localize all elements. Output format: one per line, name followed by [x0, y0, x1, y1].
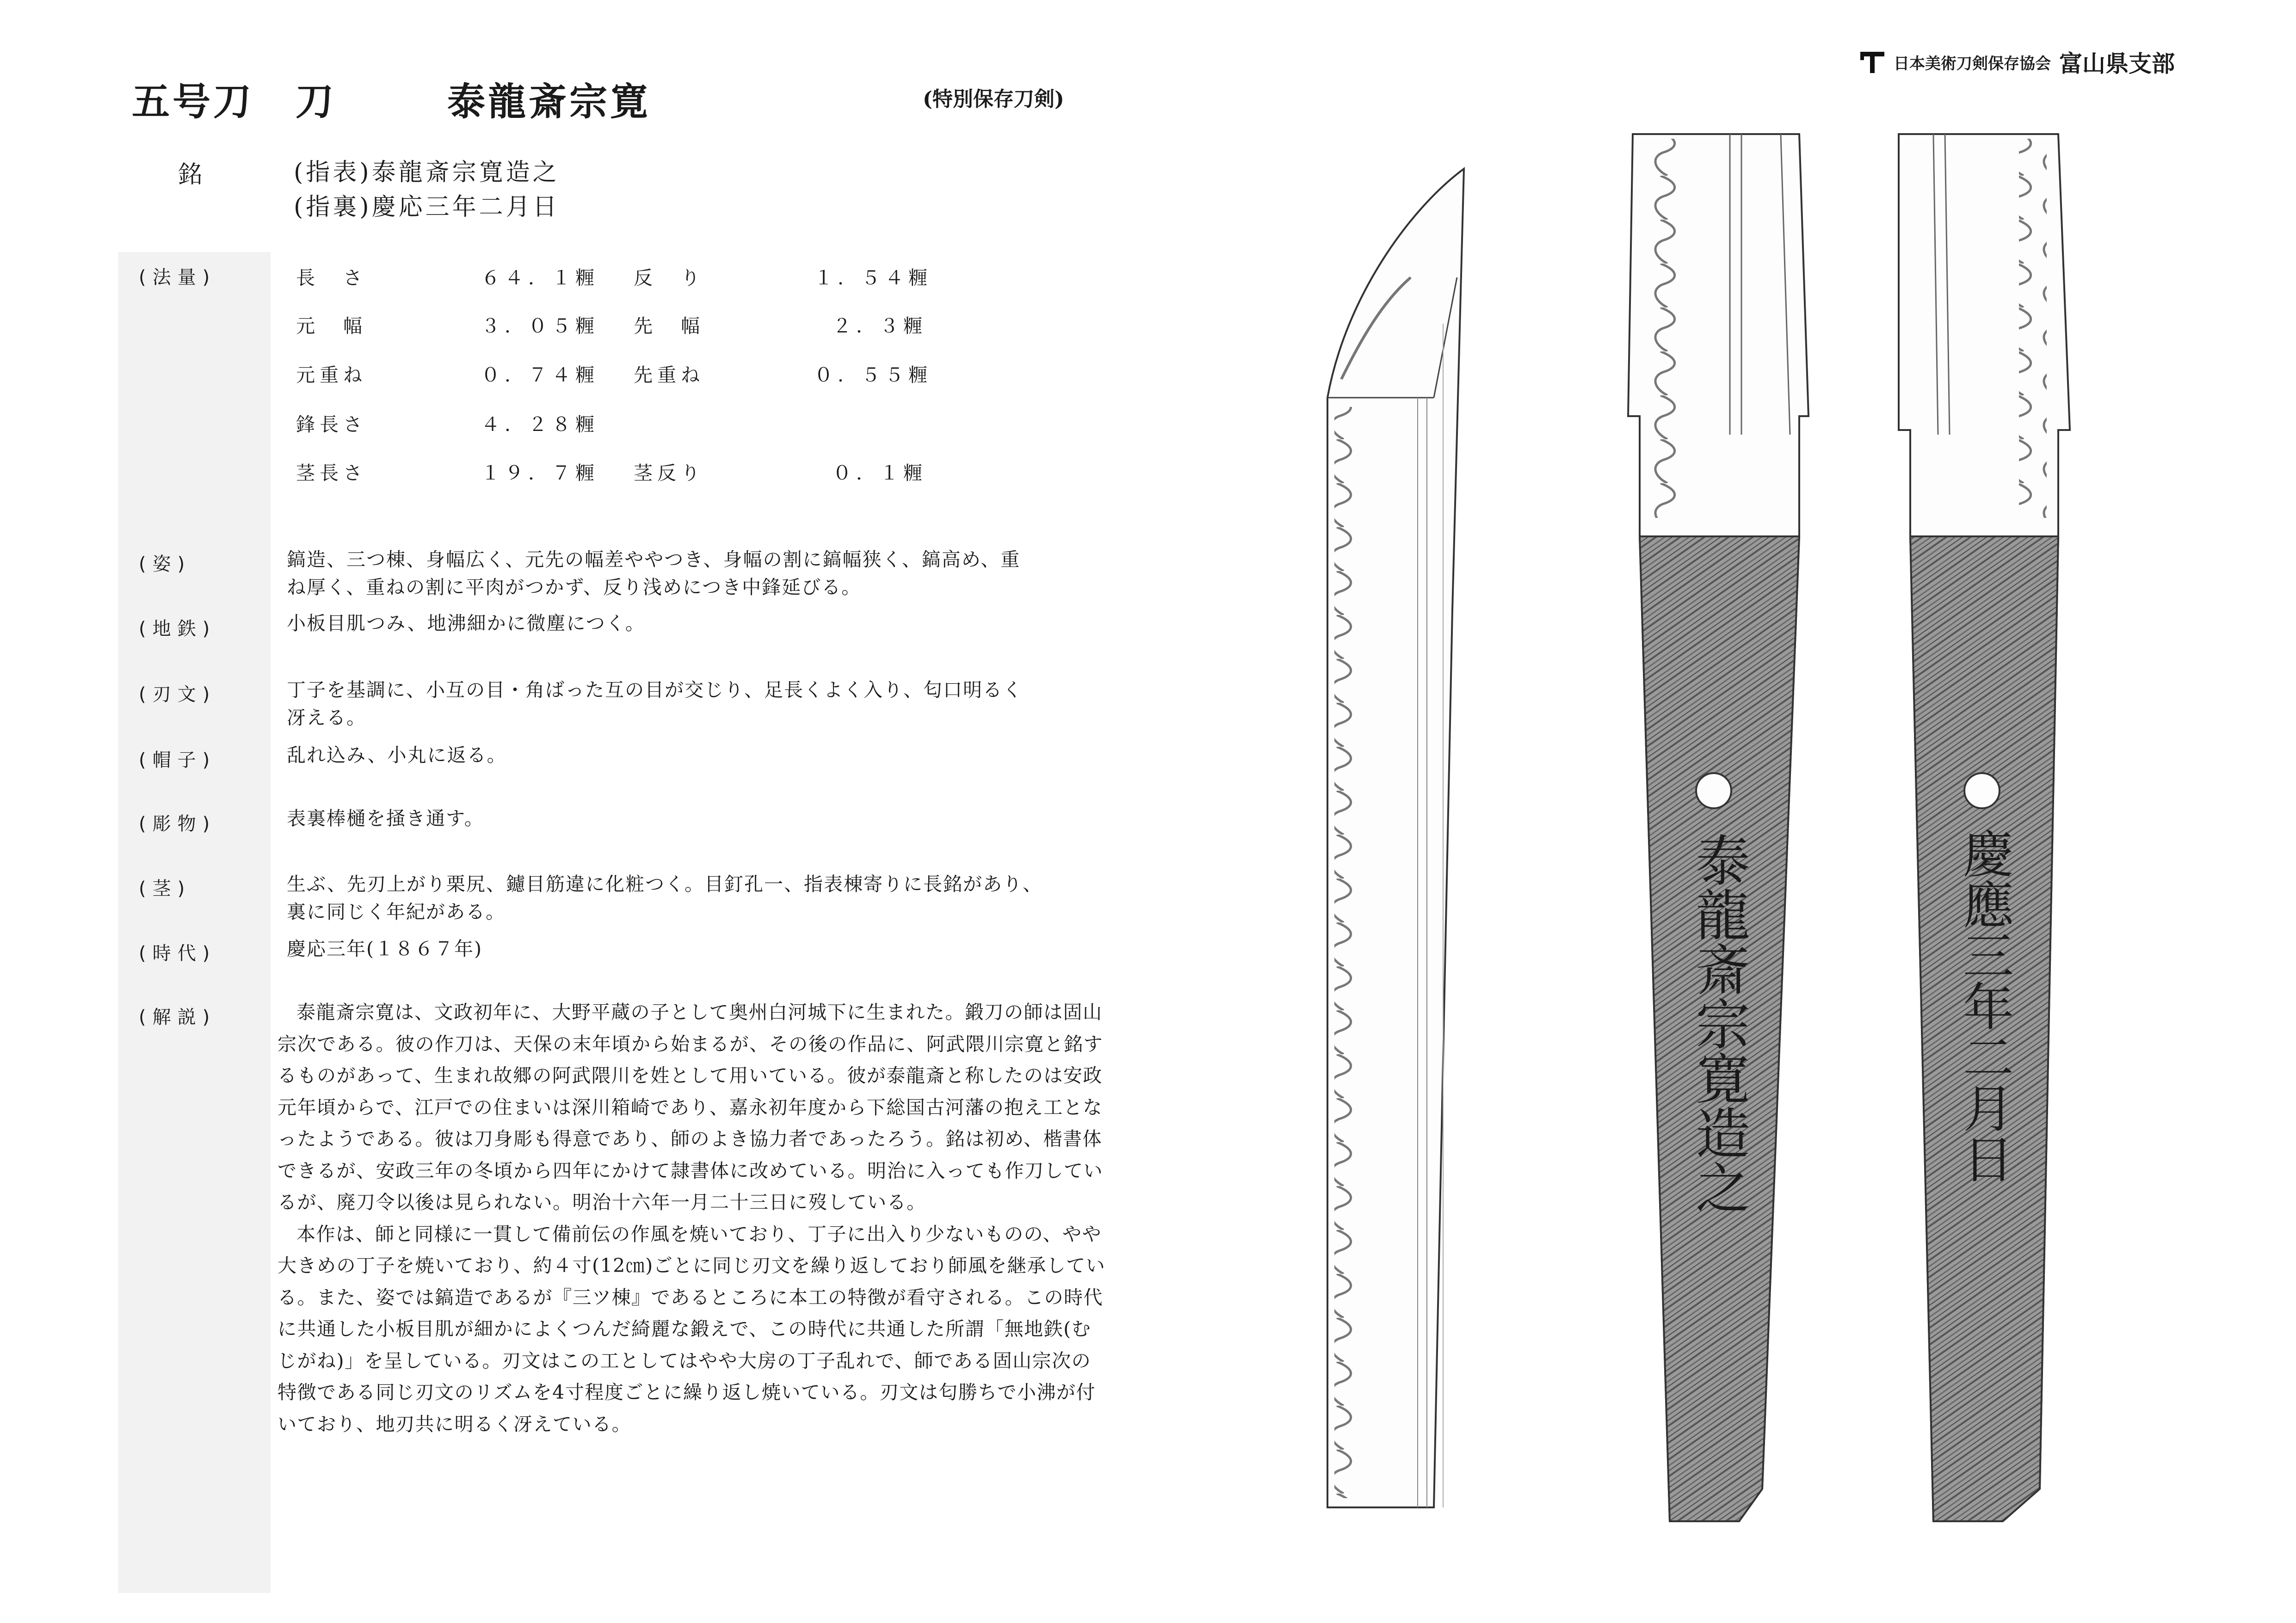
measure-key: 先重ね [634, 364, 704, 386]
text-line: 冴える。 [287, 707, 366, 729]
kaisetsu-paragraph: 本作は、師と同様に一貫して備前伝の作風を焼いており、丁子に出入り少ないものの、やや大きめの丁子を焼いており、約４寸(12㎝)ごとに同じ刃文を繰り返しており師風を継承している。また、姿では鎬造であるが『三ツ棟』であるところに本工の特徴が看守される。この時代に共通した小板目肌が細かによくつんだ綺麗な鍛えで、この時代に共通した所謂「無地鉄(むじがね)」を呈している。刃文はこの工としてはやや大房の丁子乱れで、師である固山宗次の特徴である同じ刃文のリズムを4寸程度ごとに繰り返し焼いている。刃文は匂勝ちで小沸が付いており、地刃共に明るく冴えている。 [278, 1223, 1106, 1435]
kaisetsu-label: (解説) [139, 1007, 216, 1028]
measure-key: 元重ね [296, 364, 367, 386]
measure-key: 鋒長さ [296, 413, 367, 436]
boshi-label: (帽子) [139, 750, 216, 771]
measure-value: ６４．１糎 [481, 267, 599, 289]
text-line: 小板目肌つみ、地沸細かに微塵につく。 [287, 612, 645, 634]
measure-value: ０．１糎 [833, 462, 927, 484]
measure-value: ４．２８糎 [481, 413, 599, 436]
title-smith: 泰龍斎宗寛 [447, 80, 651, 124]
text-line: 乱れ込み、小丸に返る。 [287, 744, 507, 766]
text-line: 表裏棒樋を掻き通す。 [287, 807, 484, 830]
measure-key: 長 さ [296, 267, 367, 289]
measure-value: １９．７糎 [481, 462, 599, 484]
measure-key: 茎長さ [296, 462, 367, 484]
measure-value: １．５４糎 [814, 267, 932, 289]
org-name: 日本美術刀剣保存協会 [1894, 54, 2051, 73]
measure-value: ３．０５糎 [481, 315, 599, 337]
inscription-omote: 泰龍斎宗寛造之 [1686, 832, 1750, 1214]
text-line: 裏に同じく年紀がある。 [287, 901, 506, 923]
inscription-ura: 慶應三年二月日 [1955, 828, 2014, 1184]
title-type: 刀 [296, 80, 337, 124]
jigane-label: (地鉄) [139, 618, 216, 639]
mei-label: 銘 [178, 161, 203, 189]
horimono-label: (彫物) [139, 813, 216, 835]
text-line: 丁子を基調に、小互の目・角ばった互の目が交じり、足長くよく入り、匂口明るく [287, 679, 1023, 701]
sugata-label: (姿) [139, 553, 191, 575]
mei-omote: (指表)泰龍斎宗寛造之 [294, 159, 560, 186]
blade-tip-drawing [1327, 169, 1464, 1507]
title-number: 五号刀 [132, 80, 254, 124]
measure-key: 元 幅 [296, 315, 367, 337]
nakago-omote-drawing [1628, 134, 1808, 1521]
kaisetsu-paragraph: 泰龍斎宗寛は、文政初年に、大野平蔵の子として奥州白河城下に生まれた。鍛刀の師は固山宗次である。彼の作刀は、天保の末年頃から始まるが、その後の作品に、阿武隈川宗寛と銘するものがあって、生まれ故郷の阿武隈川を姓として用いている。彼が泰龍斎と称したのは安政元年頃からで、江戸での住まいは深川箱崎であり、嘉永初年度から下総国古河藩の抱え工となったようである。彼は刀身彫も得意であり、師のよき協力者であったろう。銘は初め、楷書体できるが、安政三年の冬頃から四年にかけて隷書体に改めている。明治に入っても作刀しているが、廃刀令以後は見られない。明治十六年一月二十三日に歿している。 [278, 1001, 1103, 1213]
jidai-label: (時代) [139, 943, 216, 964]
branch-name: 富山県支部 [2059, 50, 2175, 77]
measure-value: ０．５５糎 [814, 364, 932, 386]
measure-value: ２．３糎 [833, 315, 927, 337]
measure-key: 茎反り [634, 462, 704, 484]
measure-value: ０．７４糎 [481, 364, 599, 386]
houryou-label: (法量) [139, 267, 216, 288]
text-line: ね厚く、重ねの割に平肉がつかず、反り浅めにつき中鋒延びる。 [287, 576, 862, 598]
measure-key: 反 り [634, 267, 704, 289]
text-line: 慶応三年(１８６７年) [287, 938, 482, 960]
text-line: 生ぶ、先刃上がり栗尻、鑢目筋違に化粧つく。目釘孔一、指表棟寄りに長銘があり、 [287, 873, 1043, 895]
nakago-label: (茎) [139, 878, 191, 899]
text-line: 鎬造、三つ棟、身幅広く、元先の幅差ややつき、身幅の割に鎬幅狭く、鎬高め、重 [287, 548, 1021, 571]
hamon-label: (刃文) [139, 684, 216, 705]
measure-key: 先 幅 [634, 315, 704, 337]
designation-badge: (特別保存刀剣) [923, 87, 1064, 111]
mei-ura: (指裏)慶応三年二月日 [294, 193, 560, 221]
